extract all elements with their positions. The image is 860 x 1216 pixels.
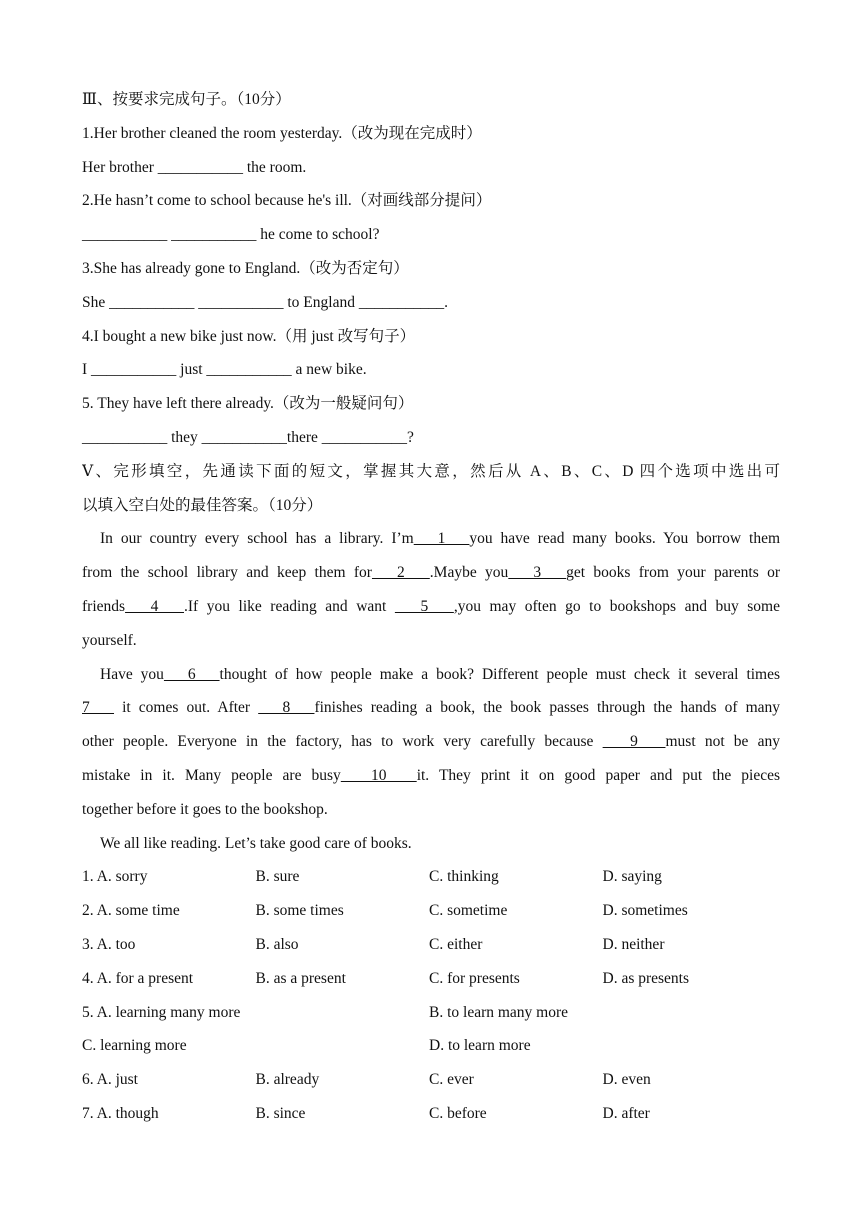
- passage-p1-line-2: [82, 556, 780, 590]
- text: ,you may often go to bookshops and buy some: [453, 597, 780, 615]
- blank-1: 1: [413, 530, 470, 548]
- blank-7: 7: [82, 699, 115, 717]
- passage-p2-line-2: [82, 691, 780, 725]
- blank-4: 4: [125, 597, 184, 615]
- text: .Maybe you: [429, 564, 509, 582]
- option: 2. A. some time: [82, 902, 180, 920]
- options-row-4: [82, 962, 780, 996]
- passage-p1-line-4: yourself.: [82, 631, 137, 649]
- question-3: 3.She has already gone to England.（改为否定句）: [82, 259, 409, 277]
- text: it comes out. After: [114, 699, 259, 717]
- option: 5. A. learning many more: [82, 1003, 241, 1021]
- answer-line-2: ___________ ___________ he come to school?: [82, 226, 380, 244]
- option: B. as a present: [255, 969, 346, 987]
- option: C. thinking: [429, 868, 499, 886]
- options-row-7: [82, 1063, 780, 1097]
- blank-5: 5: [394, 597, 454, 615]
- option: 4. A. for a present: [82, 969, 194, 987]
- question-2: 2.He hasn’t come to school because he's ill.（对画线部分提问）: [82, 192, 492, 210]
- text: from the school library and keep them for: [82, 564, 372, 582]
- text: must not be any: [665, 733, 780, 751]
- passage-p1-line-3: [82, 590, 780, 624]
- section5-heading-line-2: 以填入空白处的最佳答案。（10分）: [82, 496, 323, 514]
- options-row-2: [82, 894, 780, 928]
- option: D. neither: [602, 935, 665, 953]
- option: D. as presents: [602, 969, 690, 987]
- option: C. ever: [429, 1071, 474, 1089]
- option: C. before: [429, 1104, 487, 1122]
- text: you have read many books. You borrow them: [469, 530, 780, 548]
- option: B. some times: [255, 902, 344, 920]
- section5-heading-line-1: Ⅴ、完形填空，先通读下面的短文，掌握其大意，然后从 A、B、C、D 四个选项中选出可: [82, 462, 780, 480]
- text: get books from your parents or: [566, 564, 780, 582]
- question-4: 4.I bought a new bike just now.（用 just 改写句子）: [82, 327, 416, 345]
- option: C. sometime: [429, 902, 508, 920]
- text: it. They print it on good paper and put the pieces: [416, 766, 780, 784]
- text: other people. Everyone in the factory, has to work very carefully because: [82, 733, 603, 751]
- option: C. learning more: [82, 1037, 187, 1055]
- option: B. sure: [255, 868, 300, 886]
- answer-line-4: I ___________ just ___________ a new bike.: [82, 361, 367, 379]
- blank-2: 2: [371, 564, 430, 582]
- passage-p3: We all like reading. Let’s take good care of books.: [100, 834, 412, 852]
- blank-8: 8: [258, 699, 315, 717]
- option: C. either: [429, 935, 483, 953]
- option: B. already: [255, 1071, 320, 1089]
- text: .If you like reading and want: [184, 597, 395, 615]
- answer-line-5: ___________ they ___________there ___________?: [82, 428, 414, 446]
- question-5: 5. They have left there already.（改为一般疑问句）: [82, 395, 414, 413]
- options-row-3: [82, 928, 780, 962]
- option: 1. A. sorry: [82, 868, 148, 886]
- blank-9: 9: [602, 733, 666, 751]
- option: 7. A. though: [82, 1104, 159, 1122]
- options-row-5: [82, 996, 780, 1030]
- option: D. after: [602, 1104, 650, 1122]
- option: C. for presents: [429, 969, 520, 987]
- option: 6. A. just: [82, 1071, 138, 1089]
- blank-3: 3: [508, 564, 567, 582]
- text: thought of how people make a book? Different people must check it several times: [219, 665, 780, 683]
- option: B. since: [255, 1104, 306, 1122]
- options-row-6: [82, 1029, 780, 1063]
- text: friends: [82, 597, 126, 615]
- passage-p2-line-3: [82, 725, 780, 759]
- option: B. to learn many more: [429, 1003, 569, 1021]
- text: mistake in it. Many people are busy: [82, 766, 341, 784]
- passage-p1-line-1: [82, 522, 780, 556]
- options-row-1: [82, 860, 780, 894]
- option: B. also: [255, 935, 299, 953]
- answer-line-1: Her brother ___________ the room.: [82, 158, 307, 176]
- blank-6: 6: [163, 665, 220, 683]
- text: In our country every school has a library. I’m: [100, 530, 414, 548]
- passage-p2-line-5: together before it goes to the bookshop.: [82, 800, 328, 818]
- option: D. saying: [602, 868, 662, 886]
- question-1: 1.Her brother cleaned the room yesterday.（改为现在完成时）: [82, 124, 482, 142]
- option: D. sometimes: [602, 902, 688, 920]
- text: finishes reading a book, the book passes through the hands of many: [314, 699, 780, 717]
- option: D. to learn more: [429, 1037, 531, 1055]
- option: D. even: [602, 1071, 651, 1089]
- options-row-8: [82, 1097, 780, 1131]
- passage-p2-line-1: [82, 658, 780, 692]
- answer-line-3: She ___________ ___________ to England ___________.: [82, 293, 448, 311]
- text: Have you: [100, 665, 164, 683]
- blank-10: 10: [340, 766, 417, 784]
- worksheet-page: [82, 83, 780, 1131]
- section3-heading: Ⅲ、按要求完成句子。（10分）: [82, 91, 291, 108]
- passage-p2-line-4: [82, 759, 780, 793]
- option: 3. A. too: [82, 935, 136, 953]
